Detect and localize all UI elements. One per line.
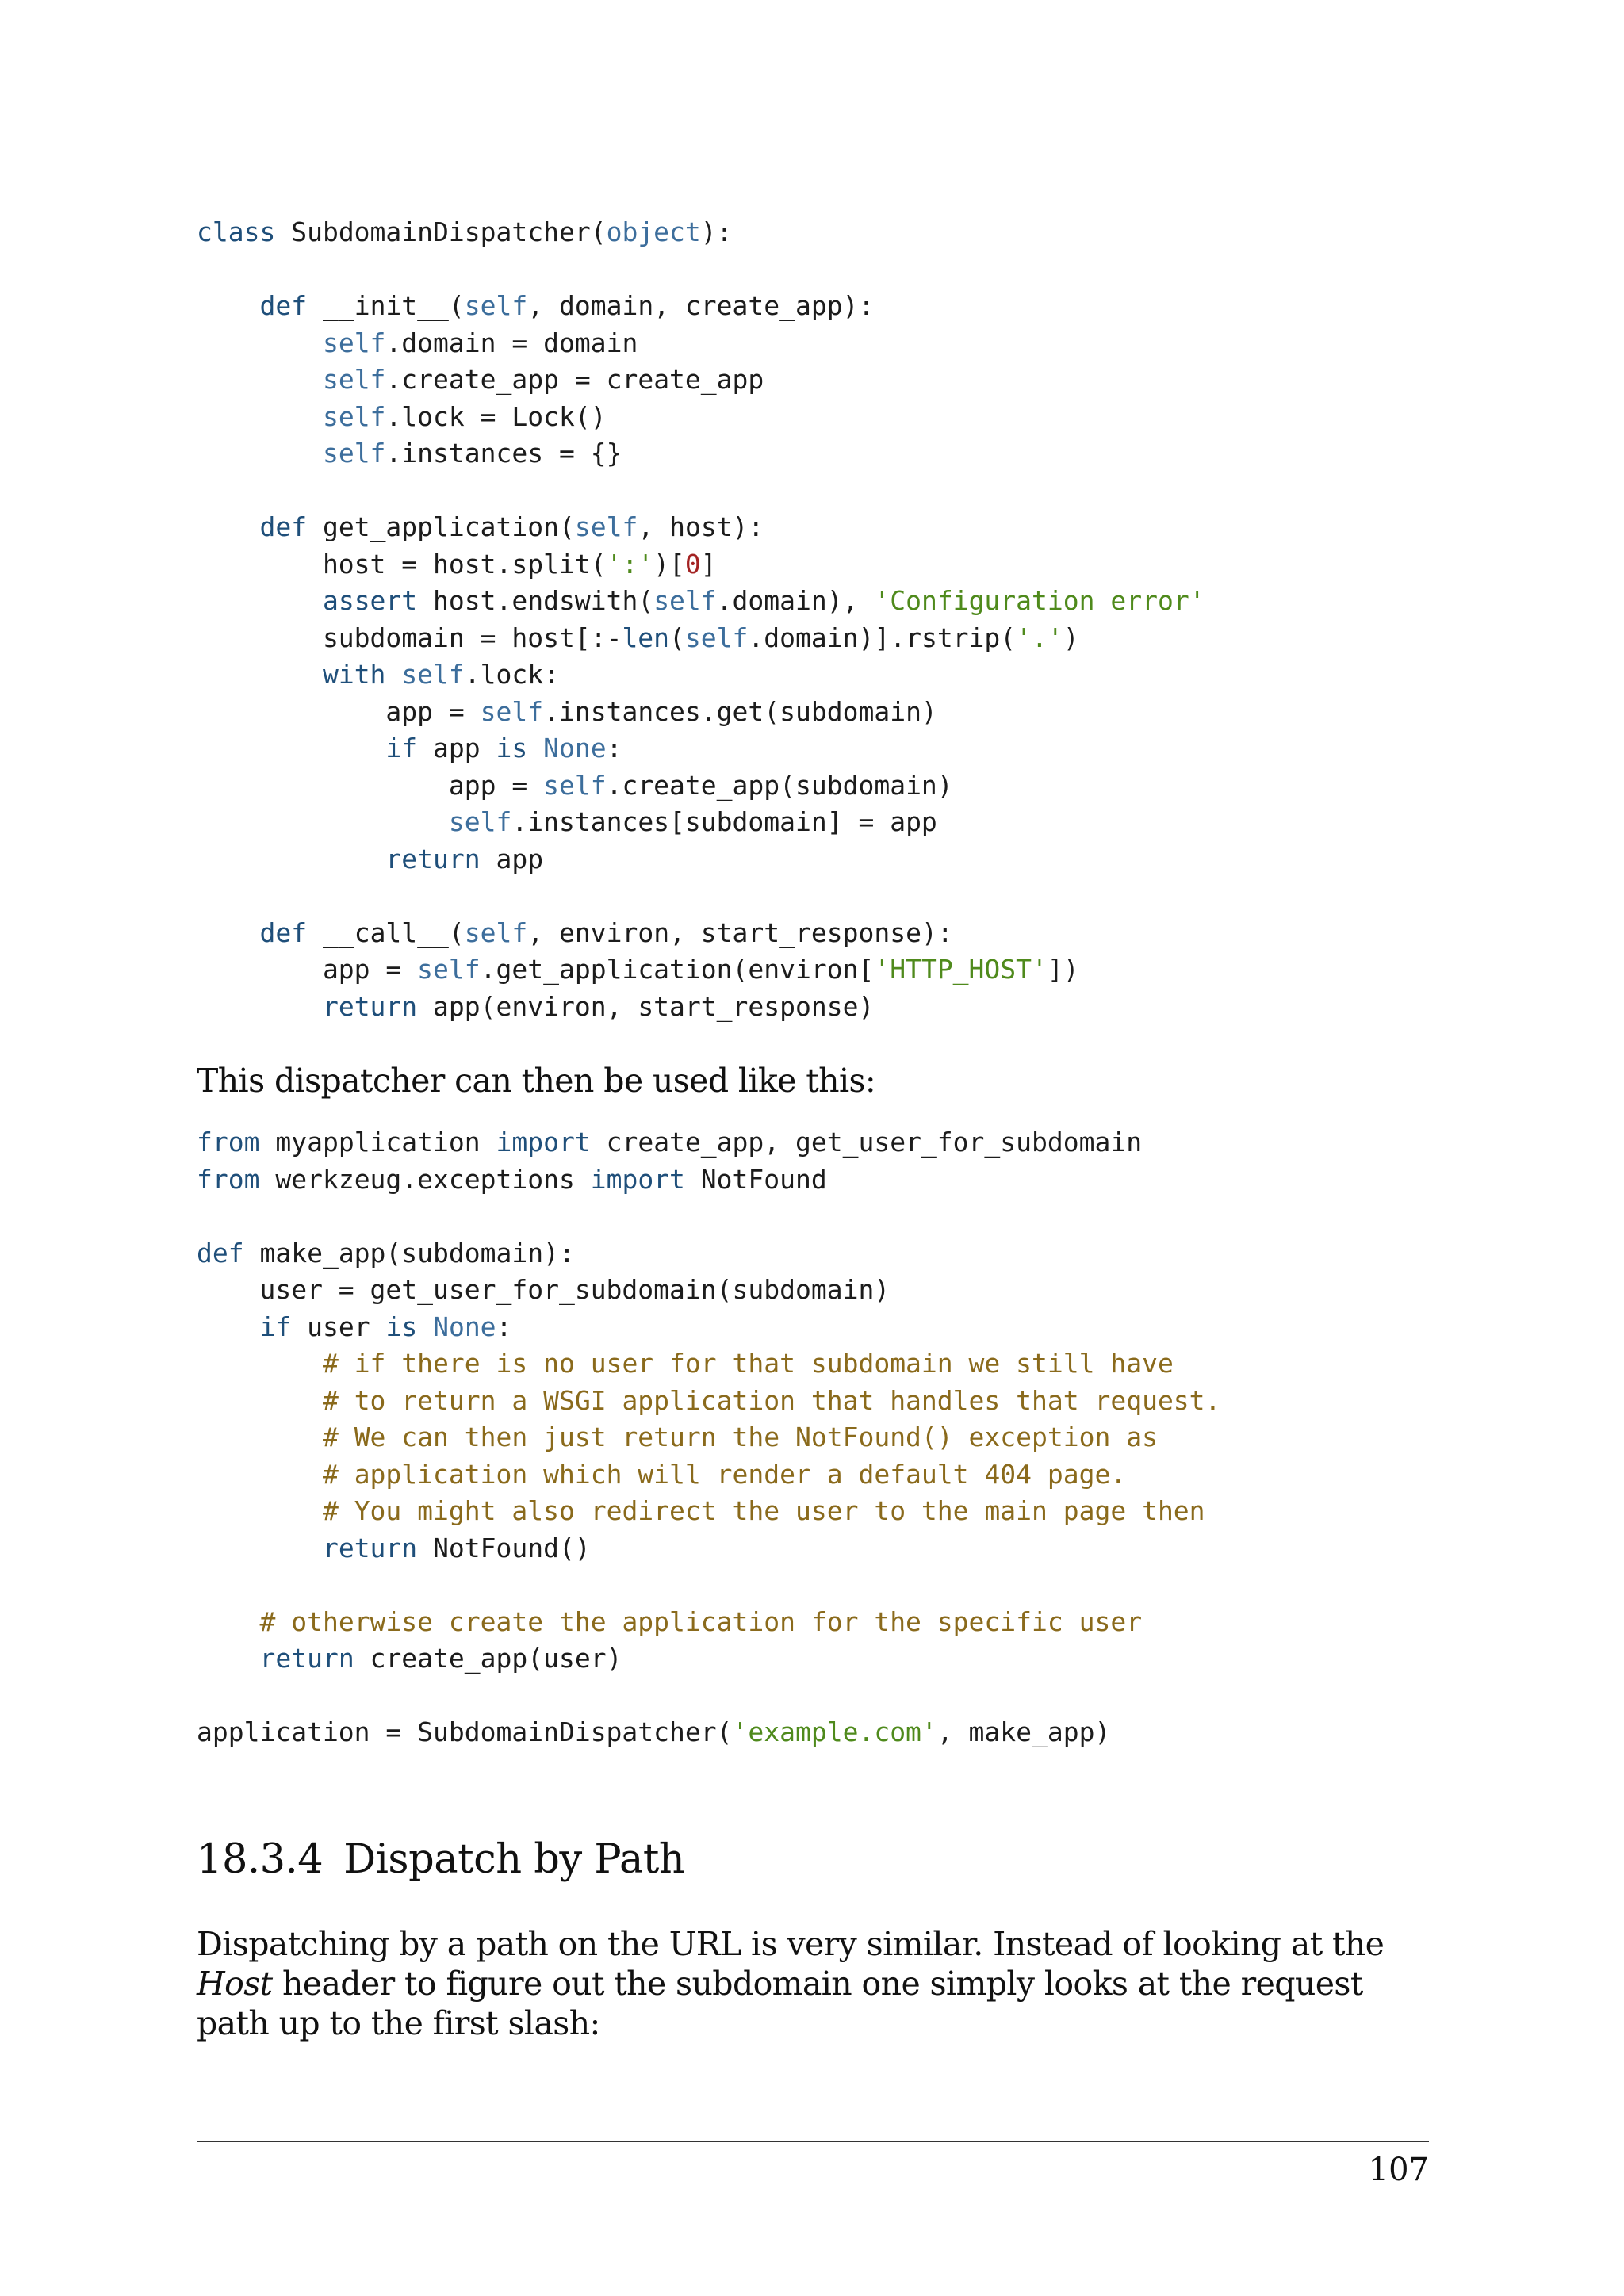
code-token	[197, 991, 323, 1022]
code-token: return	[322, 1532, 418, 1563]
code-line	[197, 804, 1205, 841]
code-token: werkzeug.exceptions	[259, 1163, 591, 1195]
code-token	[197, 1459, 323, 1490]
code-token: app =	[197, 769, 544, 801]
code-token: is	[496, 733, 528, 763]
code-token	[197, 438, 323, 469]
code-line	[197, 1493, 1220, 1530]
code-token: .instances = {}	[385, 438, 622, 469]
code-line	[197, 251, 1205, 289]
code-token	[197, 1422, 323, 1452]
code-token	[197, 659, 323, 690]
code-token: import	[496, 1127, 591, 1158]
code-token: self	[543, 769, 607, 801]
code-token	[197, 401, 323, 432]
code-line	[197, 1161, 1220, 1199]
code-line	[197, 288, 1205, 325]
code-token	[385, 659, 401, 690]
code-line	[197, 546, 1205, 584]
code-token: from	[197, 1127, 260, 1158]
code-token: host.endswith(	[417, 585, 654, 616]
code-token: host = host.split(	[197, 548, 607, 580]
code-token	[197, 1348, 323, 1379]
code-token	[197, 806, 449, 837]
code-token: .lock:	[464, 659, 560, 690]
code-token: .domain = domain	[385, 327, 638, 358]
code-token	[197, 511, 259, 542]
section-heading	[197, 1836, 684, 1884]
code-token: self	[464, 916, 528, 948]
code-block-make-app	[197, 1124, 1220, 1751]
code-line	[197, 1272, 1220, 1309]
code-token: .lock = Lock()	[385, 400, 607, 432]
code-token: , host):	[638, 511, 764, 542]
code-token: app =	[197, 695, 481, 727]
code-token: import	[590, 1163, 685, 1195]
code-line	[197, 325, 1205, 362]
code-token: create_app(user)	[354, 1643, 622, 1674]
code-line	[197, 1530, 1220, 1567]
code-token: ):	[700, 216, 733, 247]
code-token: NotFound	[684, 1163, 827, 1195]
code-token	[197, 585, 323, 616]
code-token: with	[322, 659, 386, 690]
code-line	[197, 1124, 1220, 1161]
code-line	[197, 1309, 1220, 1346]
code-token: app =	[197, 954, 418, 985]
code-token: self	[464, 290, 528, 321]
code-token: # We can then just return the NotFound() exception as	[322, 1422, 1158, 1452]
code-line	[197, 214, 1205, 251]
code-token	[197, 1643, 259, 1674]
code-token: # application which will render a default 404 page.	[322, 1458, 1127, 1490]
code-token: if	[385, 733, 418, 763]
code-token: 0	[684, 548, 701, 580]
code-token: subdomain = host[:-	[197, 622, 622, 653]
code-line	[197, 1714, 1220, 1751]
code-token	[197, 844, 385, 874]
code-token: self	[322, 327, 386, 358]
code-token	[197, 1385, 323, 1416]
emphasis-host: Host	[197, 1965, 273, 2003]
section-number: 18.3.4	[197, 1836, 324, 1883]
code-line	[197, 951, 1205, 989]
code-token: '.'	[1016, 622, 1063, 653]
code-token: .get_application(environ[	[480, 954, 875, 985]
code-token: self	[322, 400, 386, 432]
code-token: class	[197, 216, 276, 247]
code-line	[197, 1419, 1220, 1456]
code-line	[197, 399, 1205, 436]
code-line	[197, 1235, 1220, 1272]
code-token	[197, 327, 323, 358]
paragraph-text-before: Dispatching by a path on the URL is very similar. Instead of looking at the	[197, 1925, 1385, 1963]
code-token: app	[417, 733, 496, 763]
code-token: create_app, get_user_for_subdomain	[590, 1127, 1143, 1158]
code-token: app(environ, start_response)	[417, 990, 875, 1022]
code-token: ]	[700, 548, 717, 580]
page-number: 107	[1368, 2152, 1429, 2188]
code-line	[197, 362, 1205, 399]
code-token	[197, 917, 259, 948]
code-token: .create_app = create_app	[385, 364, 764, 395]
code-token: :	[496, 1311, 512, 1342]
code-line	[197, 1640, 1220, 1678]
code-token: .instances.get(subdomain)	[543, 695, 937, 727]
code-token: application = SubdomainDispatcher(	[197, 1716, 733, 1747]
code-token: self	[417, 954, 481, 985]
code-line	[197, 1456, 1220, 1494]
code-token: self	[653, 585, 717, 616]
code-token: # to return a WSGI application that handles that request.	[322, 1384, 1221, 1416]
code-token: app	[480, 843, 544, 874]
code-line	[197, 1345, 1220, 1383]
code-block-subdomain-dispatcher	[197, 214, 1205, 1025]
code-line	[197, 878, 1205, 915]
code-line	[197, 841, 1205, 878]
code-token	[197, 733, 385, 763]
code-token: ])	[1047, 954, 1079, 985]
code-line	[197, 1567, 1220, 1604]
code-token: None	[543, 733, 607, 763]
code-token: object	[606, 216, 701, 247]
code-token: def	[197, 1237, 244, 1269]
code-token: return	[259, 1643, 354, 1674]
code-token: from	[197, 1163, 260, 1195]
code-token: self	[322, 438, 386, 469]
code-token	[197, 1606, 259, 1637]
code-token: None	[433, 1311, 496, 1342]
code-token: )	[1063, 622, 1079, 653]
code-token: return	[322, 990, 418, 1022]
code-token: NotFound()	[417, 1532, 591, 1563]
code-token: ':'	[606, 548, 654, 580]
code-token: self	[574, 511, 638, 542]
code-token: return	[385, 843, 481, 874]
code-token	[527, 733, 543, 763]
code-token	[417, 1311, 433, 1342]
code-token: make_app(subdomain):	[243, 1237, 575, 1269]
code-token: , domain, create_app):	[527, 290, 875, 321]
code-token: # otherwise create the application for the specific user	[259, 1605, 1143, 1637]
code-token: if	[259, 1311, 292, 1342]
code-line	[197, 694, 1205, 731]
code-token: , make_app)	[936, 1716, 1111, 1747]
code-token: def	[259, 511, 308, 542]
code-token: .instances[subdomain] = app	[511, 806, 937, 837]
code-line	[197, 656, 1205, 694]
code-line	[197, 509, 1205, 546]
code-token: .domain),	[716, 585, 875, 616]
code-token: def	[259, 290, 308, 321]
code-token	[197, 1495, 323, 1526]
code-token: (	[669, 622, 685, 653]
code-token: :	[606, 733, 622, 763]
code-token: self	[322, 364, 386, 395]
code-token: __call__(	[307, 916, 465, 948]
code-token	[197, 1533, 323, 1563]
code-token	[197, 1311, 259, 1342]
code-token: .create_app(subdomain)	[606, 769, 953, 801]
code-line	[197, 730, 1205, 767]
code-line	[197, 1678, 1220, 1715]
code-line	[197, 1383, 1220, 1420]
code-line	[197, 915, 1205, 952]
code-line	[197, 1198, 1220, 1235]
code-token	[197, 364, 323, 395]
code-token: # You might also redirect the user to the main page then	[322, 1495, 1205, 1526]
code-token	[197, 290, 259, 321]
code-line	[197, 473, 1205, 510]
code-token: 'Configuration error'	[874, 585, 1205, 616]
code-token: assert	[322, 585, 418, 616]
code-line	[197, 767, 1205, 805]
code-token: 'HTTP_HOST'	[874, 954, 1048, 985]
code-line	[197, 1604, 1220, 1641]
code-line	[197, 989, 1205, 1026]
code-token: SubdomainDispatcher(	[275, 216, 607, 247]
paragraph-usage-intro: This dispatcher can then be used like this:	[197, 1062, 876, 1100]
paragraph-dispatch-by-path	[197, 1924, 1430, 2043]
code-token: len	[622, 622, 670, 653]
code-line	[197, 583, 1205, 620]
code-token: , environ, start_response):	[527, 916, 953, 948]
code-line	[197, 620, 1205, 657]
code-token: # if there is no user for that subdomain we still have	[322, 1348, 1174, 1379]
code-token: __init__(	[307, 290, 465, 321]
section-title: Dispatch by Path	[343, 1836, 685, 1883]
code-token: 'example.com'	[732, 1716, 937, 1747]
code-token: self	[480, 695, 544, 727]
code-token: )[	[653, 548, 685, 580]
paragraph-text-after: header to figure out the subdomain one simply looks at the request path up to the first slash:	[197, 1965, 1363, 2042]
code-token: def	[259, 916, 308, 948]
code-line	[197, 435, 1205, 473]
code-token: self	[684, 622, 749, 653]
code-token: user = get_user_for_subdomain(subdomain)	[197, 1274, 891, 1305]
footer-divider	[197, 2141, 1429, 2142]
code-token: .domain)].rstrip(	[748, 622, 1017, 653]
code-token: self	[448, 806, 512, 837]
code-token: myapplication	[259, 1127, 496, 1158]
code-token: is	[385, 1311, 418, 1342]
code-token: get_application(	[307, 511, 575, 542]
code-token: self	[401, 659, 465, 690]
code-token: user	[291, 1311, 386, 1342]
